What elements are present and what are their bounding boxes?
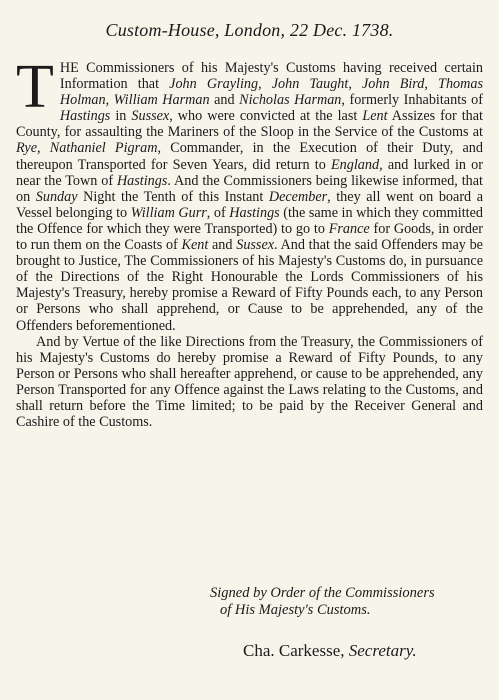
paragraph-1 <box>16 53 483 334</box>
italic-run: John Grayling, John Taught, John Bird, Thomas Holman, William Harman <box>59 76 483 109</box>
secretary-name: Cha. Carkesse, <box>243 641 349 660</box>
italic-run: Lent <box>362 108 388 125</box>
italic-run: Sussex <box>236 237 275 254</box>
italic-run: Hastings <box>59 108 111 125</box>
text-run: , formerly Inhabitants of <box>341 92 483 109</box>
italic-run: Hastings <box>229 204 280 221</box>
secretary-title: Secretary. <box>348 641 417 660</box>
text-run: Assizes for that County, for assaulting the Mariners of the Sloop in the Service of the Customs at <box>16 108 483 141</box>
text-run: Night the Tenth of this Instant <box>77 188 269 205</box>
signature-block <box>210 585 435 619</box>
italic-run: Hastings <box>116 172 168 189</box>
italic-run: December <box>268 188 328 205</box>
italic-run: Rye, Nathaniel Pigram <box>16 140 158 157</box>
notice-body <box>16 53 483 431</box>
italic-run: William Gurr <box>130 204 207 221</box>
italic-run: France <box>328 220 370 237</box>
text-run: HE Commissioners of his Majesty's Customs having received certain Information that <box>59 60 483 93</box>
text-run: , they all went on board a Vessel belonging to <box>16 188 483 221</box>
paragraph-1-text <box>16 53 483 334</box>
notice-heading: Custom-House, London, 22 Dec. 1738. <box>105 20 394 40</box>
italic-run: Kent <box>181 237 209 254</box>
text-run: (the same in which they committed the Offence for which they were Transported) to go to <box>16 204 483 237</box>
text-run: , and lurked in or near the Town of <box>16 156 483 189</box>
text-run: . And the Commissioners being likewise informed, that on <box>16 172 483 205</box>
secretary-signoff <box>243 641 417 661</box>
text-run: for Goods, in order to run them on the Coasts of <box>16 220 483 254</box>
italic-run: Nicholas Harman <box>239 92 342 109</box>
text-run: and <box>208 237 237 254</box>
italic-run: England <box>331 156 380 173</box>
italic-run: Sussex <box>131 108 170 125</box>
text-run: , who were convicted at the last <box>169 108 363 125</box>
signature-line-1: Signed by Order of the Commissioners <box>210 585 435 601</box>
italic-run: Sunday <box>35 188 78 205</box>
paragraph-2: And by Vertue of the like Directions from the Treasury, the Commissioners of his Majesty's Customs do hereby promise a Reward of Fifty Pounds, to any Person or Persons who shall hereafter apprehend, or cause to be apprehended, any Person Transported for any Offence against the Laws relating to the Customs, and shall return before the Time limited; to be paid by the Receiver General and Cashire of the Customs. <box>16 333 483 431</box>
text-run: , of <box>206 204 230 221</box>
text-run: . And that the said Offenders may be brought to Justice, The Commissioners of his Majesty's Customs do, in pursuance of the Directions of the Right Honourable the Lords Commissioners of his Majesty's Treasury, hereby promise a Reward of Fifty Pounds each, to any Person or Persons who shall apprehend, or Cause to be apprehended, any of the Offenders beforementioned. <box>16 237 483 334</box>
signature-line-2: of His Majesty's Customs. <box>220 602 371 618</box>
drop-cap: T <box>16 53 54 121</box>
text-run: , Commander, in the Execution of their Duty, and thereupon Transported for Seven Years, did return to <box>16 140 483 173</box>
text-run: in <box>110 108 132 125</box>
text-run: and <box>209 92 240 109</box>
